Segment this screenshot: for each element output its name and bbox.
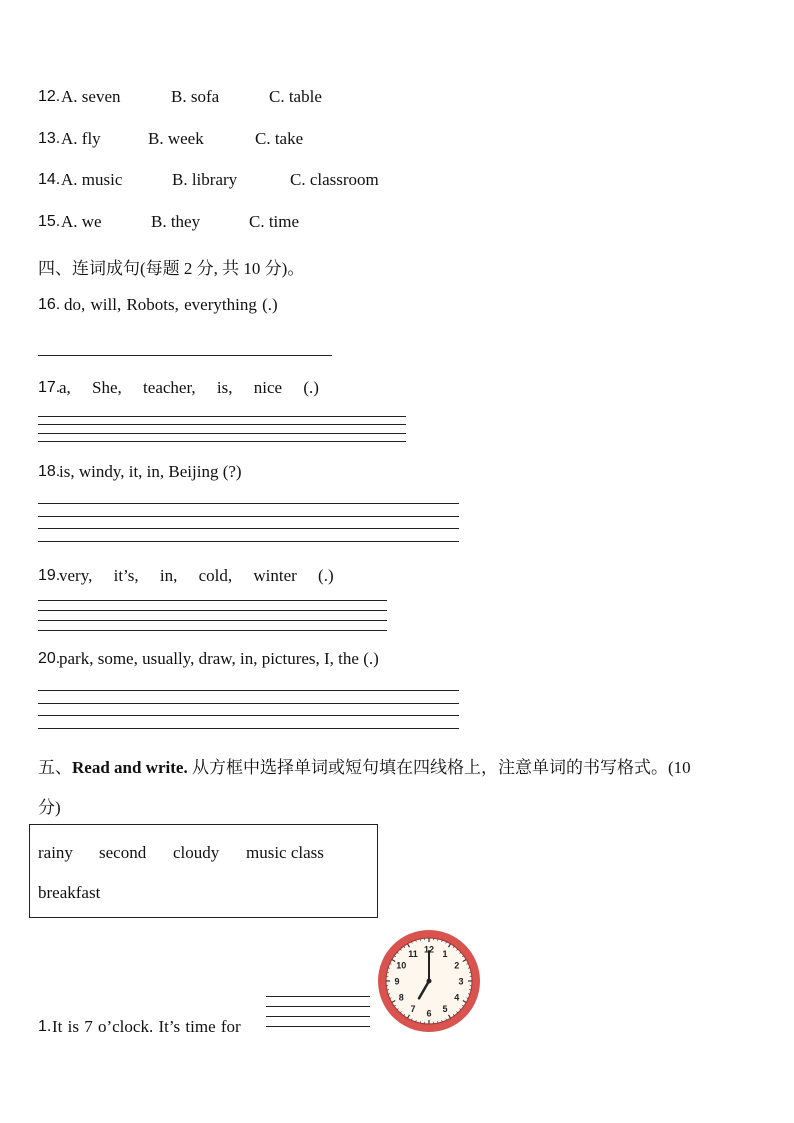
- clock-illustration: [375, 927, 483, 1035]
- option-c: C. take: [255, 129, 304, 148]
- question-number: 13.: [38, 130, 61, 147]
- word-bank-item: breakfast: [38, 883, 101, 902]
- clock-number: 3: [458, 976, 464, 987]
- clock-number: 11: [408, 948, 418, 959]
- clock-number: 2: [454, 960, 460, 971]
- question-number: 19.: [38, 567, 61, 584]
- scrambled-words: park, some, usually, draw, in, pictures, I, the (.): [59, 649, 379, 668]
- scrambled-words: is, windy, it, in, Beijing (?): [59, 462, 242, 481]
- question-number: 20.: [38, 650, 61, 667]
- clock-number: 1: [442, 948, 448, 959]
- option-a: A. we: [61, 212, 102, 231]
- clock-number: 6: [426, 1008, 432, 1019]
- option-c: C. table: [269, 87, 322, 106]
- option-a: A. fly: [61, 129, 101, 148]
- clock-center: [427, 979, 432, 984]
- clock-number: 4: [454, 992, 460, 1003]
- clock-number: 10: [396, 960, 407, 971]
- option-c: C. time: [249, 212, 300, 231]
- word-bank-item: cloudy: [173, 843, 220, 862]
- section5-heading-line2: 分): [38, 798, 61, 817]
- option-b: B. week: [148, 129, 204, 148]
- word-bank-box: [29, 824, 378, 918]
- section5-bold-title: Read and write.: [72, 758, 188, 777]
- question-number: 12.: [38, 88, 61, 105]
- option-b: B. they: [151, 212, 201, 231]
- question-number: 15.: [38, 213, 61, 230]
- word-bank-item: rainy: [38, 843, 73, 862]
- clock-number: 9: [394, 976, 400, 987]
- question-number: 1.: [38, 1018, 52, 1035]
- question-number: 17.: [38, 379, 61, 396]
- section5-instructions: 从方框中选择单词或短句填在四线格上，注意单词的书写格式。(10: [187, 758, 691, 777]
- option-a: A. seven: [61, 87, 121, 106]
- answer-line[interactable]: [38, 355, 332, 356]
- option-b: B. library: [172, 170, 238, 189]
- question-number: 14.: [38, 171, 61, 188]
- scrambled-words: very, it’s, in, cold, winter (.): [59, 566, 334, 585]
- question-text: It is 7 o’clock. It’s time for: [52, 1017, 241, 1036]
- section5-prefix: 五、: [38, 758, 72, 777]
- option-a: A. music: [61, 170, 123, 189]
- word-bank-item: music class: [246, 843, 324, 862]
- word-bank-item: second: [99, 843, 147, 862]
- option-c: C. classroom: [290, 170, 379, 189]
- question-number: 16.: [38, 296, 61, 313]
- option-b: B. sofa: [171, 87, 220, 106]
- section5-heading: [38, 753, 691, 778]
- clock-number: 7: [410, 1004, 416, 1015]
- clock-number: 5: [442, 1004, 448, 1015]
- section4-heading: 四、连词成句(每题 2 分, 共 10 分)。: [38, 259, 305, 278]
- question-number: 18.: [38, 463, 61, 480]
- scrambled-words: do, will, Robots, everything (.): [64, 295, 278, 314]
- scrambled-words: a, She, teacher, is, nice (.): [59, 378, 319, 397]
- clock-number: 12: [423, 944, 435, 955]
- clock-number: 8: [398, 992, 404, 1003]
